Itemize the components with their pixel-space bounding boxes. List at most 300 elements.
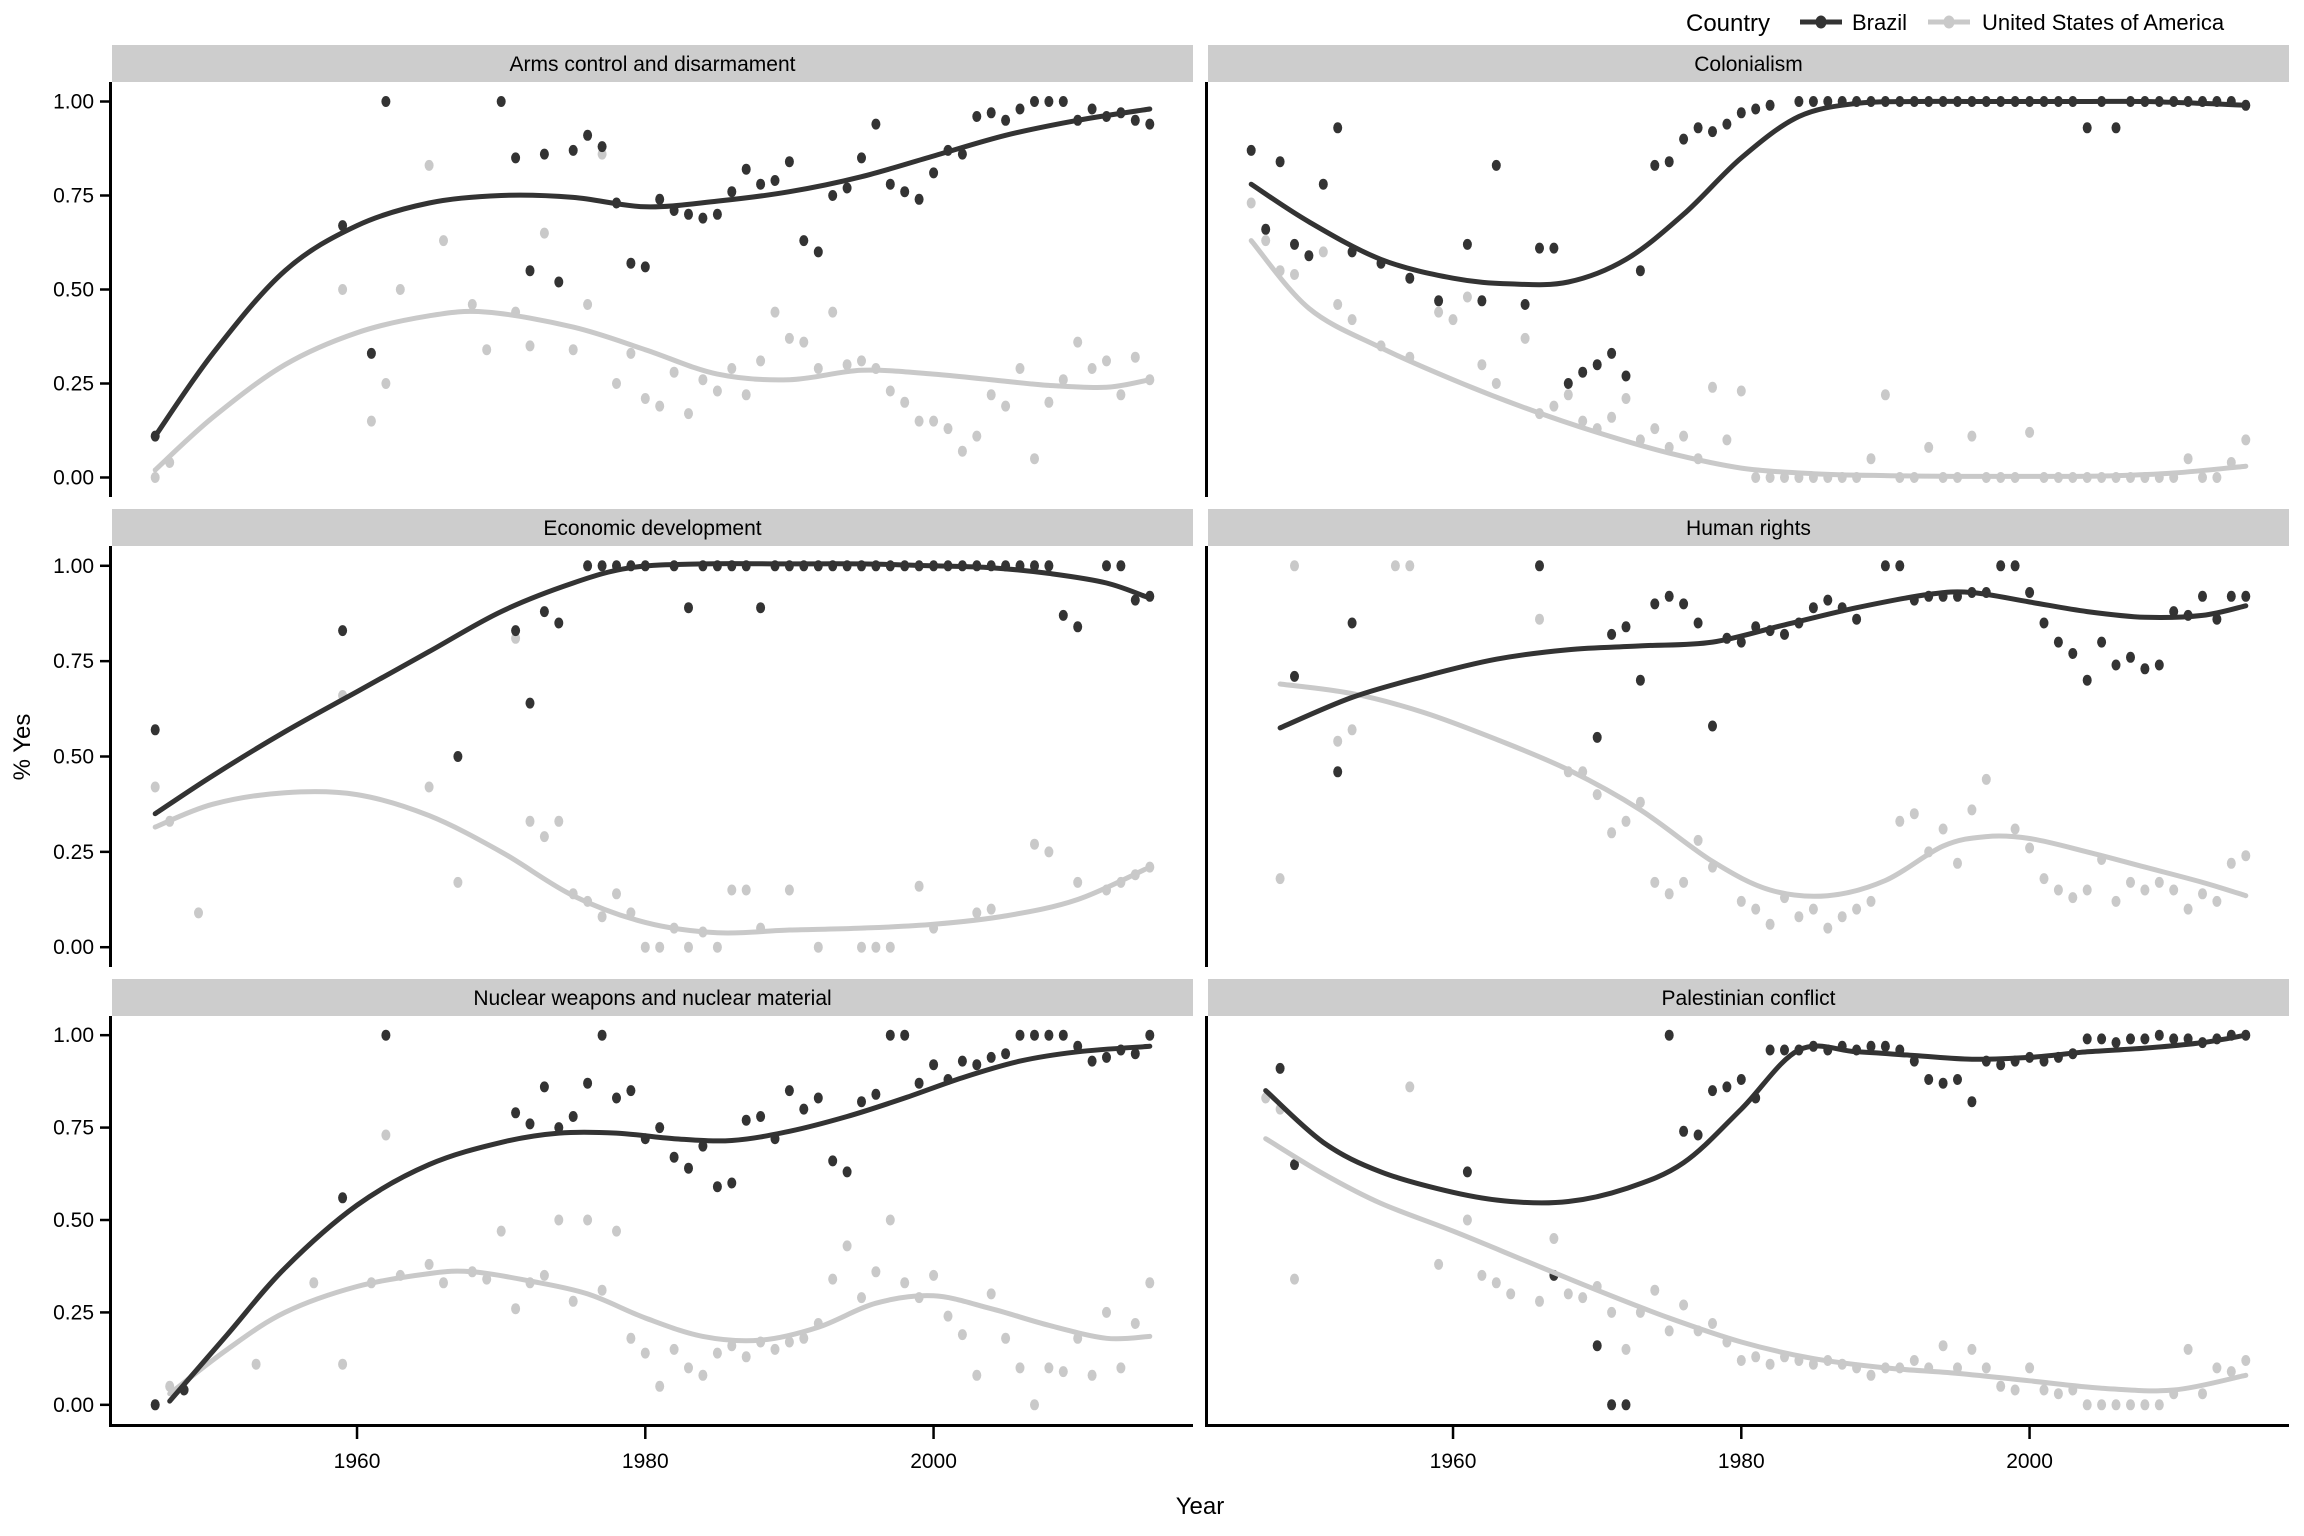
point-united-states-of-america [1967, 431, 1976, 442]
point-united-states-of-america [1881, 389, 1890, 400]
point-brazil [742, 1115, 751, 1126]
y-tick-label: 1.00 [53, 90, 94, 114]
point-brazil [569, 145, 578, 156]
united-states-of-america-points [151, 149, 1155, 483]
point-united-states-of-america [338, 284, 347, 295]
point-brazil [2241, 591, 2250, 602]
point-brazil [972, 1059, 981, 1070]
point-united-states-of-america [2068, 892, 2077, 903]
point-brazil [2112, 660, 2121, 671]
point-united-states-of-america [1333, 736, 1342, 747]
point-brazil [1636, 265, 1645, 276]
point-brazil [871, 119, 880, 130]
point-united-states-of-america [1030, 453, 1039, 464]
y-tick-label: 0.50 [53, 1209, 94, 1232]
point-united-states-of-america [1607, 412, 1616, 423]
point-brazil [698, 213, 707, 224]
point-united-states-of-america [2212, 472, 2221, 483]
point-united-states-of-america [944, 423, 953, 434]
point-united-states-of-america [1088, 363, 1097, 374]
point-brazil [511, 152, 520, 163]
point-brazil [655, 1122, 664, 1133]
point-united-states-of-america [1016, 363, 1025, 374]
point-united-states-of-america [1348, 724, 1357, 735]
point-united-states-of-america [2227, 858, 2236, 869]
point-brazil [1535, 560, 1544, 571]
y-tick-label: 1.00 [53, 554, 94, 578]
point-brazil [1679, 1126, 1688, 1137]
point-brazil [756, 602, 765, 613]
x-tick-label: 1980 [1717, 1450, 1765, 1473]
point-united-states-of-america [526, 816, 535, 827]
point-united-states-of-america [1405, 1081, 1414, 1092]
point-united-states-of-america [1751, 472, 1760, 483]
point-united-states-of-america [439, 1277, 448, 1288]
point-brazil [1290, 239, 1299, 250]
point-united-states-of-america [1247, 198, 1256, 209]
point-united-states-of-america [785, 885, 794, 896]
point-brazil [1276, 1063, 1285, 1074]
point-united-states-of-america [1463, 1215, 1472, 1226]
point-united-states-of-america [2184, 904, 2193, 915]
point-united-states-of-america [1751, 1351, 1760, 1362]
point-united-states-of-america [641, 1348, 650, 1359]
point-brazil [1708, 721, 1717, 732]
point-united-states-of-america [1001, 401, 1010, 412]
point-brazil [1665, 156, 1674, 167]
point-united-states-of-america [1679, 1300, 1688, 1311]
point-united-states-of-america [857, 355, 866, 366]
point-united-states-of-america [1794, 911, 1803, 922]
point-brazil [1521, 299, 1530, 310]
point-united-states-of-america [771, 307, 780, 318]
point-brazil [1593, 732, 1602, 743]
point-united-states-of-america [612, 888, 621, 899]
point-united-states-of-america [626, 1333, 635, 1344]
point-brazil [497, 96, 506, 107]
point-brazil [1939, 1078, 1948, 1089]
point-united-states-of-america [1131, 352, 1140, 363]
point-united-states-of-america [972, 1370, 981, 1381]
point-united-states-of-america [2126, 1399, 2135, 1410]
point-united-states-of-america [886, 942, 895, 953]
facet-title: Human rights [1686, 517, 1811, 540]
point-brazil [2040, 618, 2049, 629]
point-united-states-of-america [1131, 1318, 1140, 1329]
point-united-states-of-america [713, 386, 722, 397]
point-united-states-of-america [1737, 896, 1746, 907]
point-brazil [2140, 1033, 2149, 1044]
point-brazil [1607, 348, 1616, 359]
point-united-states-of-america [670, 367, 679, 378]
legend-key-brazil-point-icon [1816, 16, 1827, 29]
point-united-states-of-america [1967, 1344, 1976, 1355]
point-brazil [1737, 107, 1746, 118]
point-united-states-of-america [1348, 314, 1357, 325]
y-tick-label: 0.50 [53, 278, 94, 302]
point-brazil [1276, 156, 1285, 167]
point-united-states-of-america [1708, 382, 1717, 393]
point-brazil [929, 1059, 938, 1070]
point-brazil [511, 625, 520, 636]
y-tick-label: 0.00 [53, 1393, 94, 1417]
y-tick-label: 0.75 [53, 184, 94, 208]
united-states-of-america-points [1247, 198, 2251, 484]
point-brazil [1593, 1340, 1602, 1351]
point-united-states-of-america [655, 942, 664, 953]
point-united-states-of-america [1434, 1259, 1443, 1270]
point-brazil [900, 1030, 909, 1041]
point-brazil [598, 1030, 607, 1041]
united-states-of-america-points [1261, 1081, 2250, 1410]
point-brazil [626, 258, 635, 269]
point-brazil [1780, 629, 1789, 640]
point-united-states-of-america [2241, 434, 2250, 445]
point-united-states-of-america [2040, 1385, 2049, 1396]
point-brazil [1924, 1074, 1933, 1085]
point-united-states-of-america [1622, 1344, 1631, 1355]
point-united-states-of-america [540, 228, 549, 239]
point-brazil [626, 1085, 635, 1096]
point-united-states-of-america [569, 344, 578, 355]
point-brazil [598, 141, 607, 152]
point-united-states-of-america [1030, 1399, 1039, 1410]
point-brazil [1477, 295, 1486, 306]
point-brazil [742, 164, 751, 175]
point-united-states-of-america [828, 1274, 837, 1285]
point-united-states-of-america [1679, 431, 1688, 442]
y-tick-label: 1.00 [53, 1024, 94, 1048]
point-united-states-of-america [1391, 560, 1400, 571]
point-brazil [1766, 100, 1775, 111]
point-brazil [554, 277, 563, 288]
point-brazil [1102, 560, 1111, 571]
point-united-states-of-america [2241, 1355, 2250, 1366]
point-united-states-of-america [655, 401, 664, 412]
point-united-states-of-america [987, 1288, 996, 1299]
point-brazil [1463, 1166, 1472, 1177]
point-brazil [915, 194, 924, 205]
point-brazil [727, 186, 736, 197]
point-brazil [381, 96, 390, 107]
point-united-states-of-america [1838, 911, 1847, 922]
facet-title: Nuclear weapons and nuclear material [473, 987, 832, 1010]
y-tick-label: 0.50 [53, 745, 94, 769]
point-united-states-of-america [2241, 850, 2250, 861]
x-tick-label: 2000 [2006, 1450, 2053, 1473]
point-united-states-of-america [497, 1226, 506, 1237]
brazil-points [151, 1030, 1155, 1411]
point-united-states-of-america [453, 877, 462, 888]
brazil-points [151, 96, 1155, 442]
point-united-states-of-america [2025, 843, 2034, 854]
point-united-states-of-america [929, 416, 938, 427]
point-united-states-of-america [972, 907, 981, 918]
point-united-states-of-america [511, 1303, 520, 1314]
point-brazil [1694, 122, 1703, 133]
point-brazil [1694, 618, 1703, 629]
point-united-states-of-america [1506, 1288, 1515, 1299]
point-united-states-of-america [1737, 1355, 1746, 1366]
point-united-states-of-america [1276, 873, 1285, 884]
point-brazil [1030, 96, 1039, 107]
legend [1686, 10, 2225, 37]
point-united-states-of-america [742, 1351, 751, 1362]
point-brazil [871, 1089, 880, 1100]
point-brazil [526, 698, 535, 709]
point-united-states-of-america [1290, 560, 1299, 571]
point-united-states-of-america [583, 299, 592, 310]
facet-panel-arms-control-and-disarmament [111, 45, 1194, 497]
point-brazil [1044, 1030, 1053, 1041]
point-united-states-of-america [381, 1130, 390, 1141]
point-united-states-of-america [684, 1362, 693, 1373]
point-united-states-of-america [1492, 1277, 1501, 1288]
point-brazil [2227, 591, 2236, 602]
united-states-of-america-points [151, 1130, 1155, 1411]
axis-ticks [53, 91, 2053, 1473]
point-united-states-of-america [194, 907, 203, 918]
y-tick-label: 0.25 [53, 840, 94, 864]
brazil-smooth-line [170, 1046, 1150, 1401]
point-united-states-of-america [929, 1270, 938, 1281]
point-brazil [1722, 119, 1731, 130]
y-axis-title: % Yes [9, 713, 36, 781]
point-brazil [1059, 1030, 1068, 1041]
point-united-states-of-america [526, 340, 535, 351]
legend-key-usa-point-icon [1944, 16, 1955, 29]
point-united-states-of-america [2155, 1399, 2164, 1410]
point-united-states-of-america [1607, 1307, 1616, 1318]
point-united-states-of-america [439, 235, 448, 246]
point-united-states-of-america [1650, 877, 1659, 888]
point-united-states-of-america [2212, 1362, 2221, 1373]
point-united-states-of-america [727, 363, 736, 374]
point-brazil [684, 1163, 693, 1174]
point-united-states-of-america [1910, 808, 1919, 819]
point-brazil [828, 1155, 837, 1166]
point-brazil [1016, 104, 1025, 115]
point-united-states-of-america [569, 1296, 578, 1307]
point-united-states-of-america [1102, 355, 1111, 366]
point-brazil [814, 246, 823, 257]
point-united-states-of-america [1766, 919, 1775, 930]
brazil-smooth-line [1266, 1035, 2246, 1203]
point-united-states-of-america [1607, 827, 1616, 838]
point-united-states-of-america [1910, 1355, 1919, 1366]
point-united-states-of-america [698, 1370, 707, 1381]
point-united-states-of-america [540, 831, 549, 842]
point-brazil [1607, 629, 1616, 640]
point-brazil [1679, 134, 1688, 145]
point-united-states-of-america [1492, 378, 1501, 389]
point-united-states-of-america [1564, 389, 1573, 400]
point-brazil [1751, 104, 1760, 115]
point-united-states-of-america [1722, 434, 1731, 445]
point-brazil [598, 560, 607, 571]
point-united-states-of-america [1809, 904, 1818, 915]
y-tick-label: 0.00 [53, 936, 94, 960]
x-axis-title: Year [1175, 1493, 1225, 1520]
facet-panel-human-rights [1207, 509, 2290, 967]
point-brazil [1290, 671, 1299, 682]
point-united-states-of-america [987, 904, 996, 915]
point-brazil [1088, 104, 1097, 115]
point-united-states-of-america [381, 378, 390, 389]
point-brazil [843, 183, 852, 194]
point-united-states-of-america [1766, 1359, 1775, 1370]
point-united-states-of-america [2040, 873, 2049, 884]
point-united-states-of-america [1521, 333, 1530, 344]
point-brazil [1088, 1056, 1097, 1067]
point-brazil [713, 1181, 722, 1192]
point-brazil [670, 1152, 679, 1163]
point-united-states-of-america [684, 408, 693, 419]
point-united-states-of-america [843, 1240, 852, 1251]
point-brazil [1766, 1045, 1775, 1056]
united-states-of-america-smooth-line [155, 311, 1150, 470]
point-united-states-of-america [482, 344, 491, 355]
point-united-states-of-america [1867, 896, 1876, 907]
point-brazil [900, 186, 909, 197]
point-brazil [151, 1399, 160, 1410]
point-brazil [2011, 560, 2020, 571]
point-brazil [799, 235, 808, 246]
point-united-states-of-america [1867, 453, 1876, 464]
point-brazil [1333, 122, 1342, 133]
facet-title: Colonialism [1694, 53, 1803, 76]
point-united-states-of-america [987, 389, 996, 400]
y-tick-label: 0.75 [53, 650, 94, 674]
point-brazil [2126, 652, 2135, 663]
point-brazil [771, 175, 780, 186]
point-united-states-of-america [1001, 1333, 1010, 1344]
point-united-states-of-america [641, 942, 650, 953]
point-united-states-of-america [425, 1259, 434, 1270]
point-united-states-of-america [1967, 804, 1976, 815]
point-united-states-of-america [1982, 774, 1991, 785]
point-brazil [1434, 295, 1443, 306]
x-tick-label: 1960 [333, 1450, 381, 1473]
point-united-states-of-america [1593, 789, 1602, 800]
facet-title: Palestinian conflict [1661, 987, 1836, 1010]
point-brazil [655, 194, 664, 205]
point-united-states-of-america [2054, 1388, 2063, 1399]
united-states-of-america-smooth-line [1251, 241, 2246, 477]
point-brazil [526, 1118, 535, 1129]
point-united-states-of-america [583, 1215, 592, 1226]
brazil-points [1247, 96, 2251, 389]
point-brazil [2126, 1033, 2135, 1044]
point-united-states-of-america [1477, 359, 1486, 370]
point-united-states-of-america [1665, 1325, 1674, 1336]
point-united-states-of-america [886, 386, 895, 397]
point-united-states-of-america [252, 1359, 261, 1370]
point-united-states-of-america [641, 393, 650, 404]
point-united-states-of-america [540, 1270, 549, 1281]
point-brazil [2198, 591, 2207, 602]
point-brazil [1679, 598, 1688, 609]
point-brazil [1953, 1074, 1962, 1085]
point-brazil [1059, 96, 1068, 107]
point-brazil [727, 1178, 736, 1189]
point-united-states-of-america [1030, 839, 1039, 850]
point-united-states-of-america [468, 299, 477, 310]
point-united-states-of-america [843, 359, 852, 370]
point-brazil [799, 1104, 808, 1115]
point-united-states-of-america [2155, 877, 2164, 888]
point-brazil [1650, 160, 1659, 171]
x-tick-label: 2000 [910, 1450, 957, 1473]
point-brazil [987, 107, 996, 118]
point-brazil [1636, 675, 1645, 686]
point-brazil [526, 265, 535, 276]
point-brazil [381, 1030, 390, 1041]
point-united-states-of-america [886, 1215, 895, 1226]
point-united-states-of-america [554, 816, 563, 827]
point-united-states-of-america [742, 389, 751, 400]
point-united-states-of-america [1924, 442, 1933, 453]
point-united-states-of-america [1895, 816, 1904, 827]
point-united-states-of-america [900, 397, 909, 408]
point-united-states-of-america [958, 446, 967, 457]
point-brazil [972, 111, 981, 122]
point-brazil [1405, 273, 1414, 284]
point-united-states-of-america [1622, 393, 1631, 404]
point-united-states-of-america [814, 363, 823, 374]
point-brazil [569, 1111, 578, 1122]
point-brazil [1030, 1030, 1039, 1041]
point-brazil [1895, 560, 1904, 571]
point-united-states-of-america [1622, 816, 1631, 827]
point-brazil [1622, 1399, 1631, 1410]
point-brazil [1881, 1041, 1890, 1052]
point-united-states-of-america [1088, 1370, 1097, 1381]
point-brazil [1348, 618, 1357, 629]
point-united-states-of-america [799, 337, 808, 348]
point-brazil [1116, 560, 1125, 571]
x-tick-label: 1960 [1429, 1450, 1477, 1473]
point-united-states-of-america [871, 942, 880, 953]
point-united-states-of-america [396, 284, 405, 295]
point-united-states-of-america [1261, 235, 1270, 246]
point-united-states-of-america [1434, 307, 1443, 318]
point-brazil [2112, 1037, 2121, 1048]
point-brazil [987, 1052, 996, 1063]
point-united-states-of-america [626, 348, 635, 359]
point-brazil [1823, 595, 1832, 606]
point-brazil [1809, 602, 1818, 613]
point-brazil [2054, 637, 2063, 648]
x-tick-label: 1980 [621, 1450, 669, 1473]
point-united-states-of-america [367, 416, 376, 427]
point-united-states-of-america [2198, 1388, 2207, 1399]
point-united-states-of-america [698, 374, 707, 385]
point-brazil [1881, 560, 1890, 571]
facet-title: Economic development [543, 517, 762, 540]
point-united-states-of-america [1982, 1362, 1991, 1373]
brazil-points [1290, 560, 2250, 777]
point-united-states-of-america [598, 911, 607, 922]
brazil-points [151, 560, 1155, 762]
point-united-states-of-america [2112, 1399, 2121, 1410]
point-united-states-of-america [1405, 560, 1414, 571]
point-united-states-of-america [1290, 269, 1299, 280]
point-united-states-of-america [1737, 386, 1746, 397]
point-brazil [1622, 621, 1631, 632]
legend-label-usa: United States of America [1982, 10, 2225, 35]
point-united-states-of-america [1145, 1277, 1154, 1288]
